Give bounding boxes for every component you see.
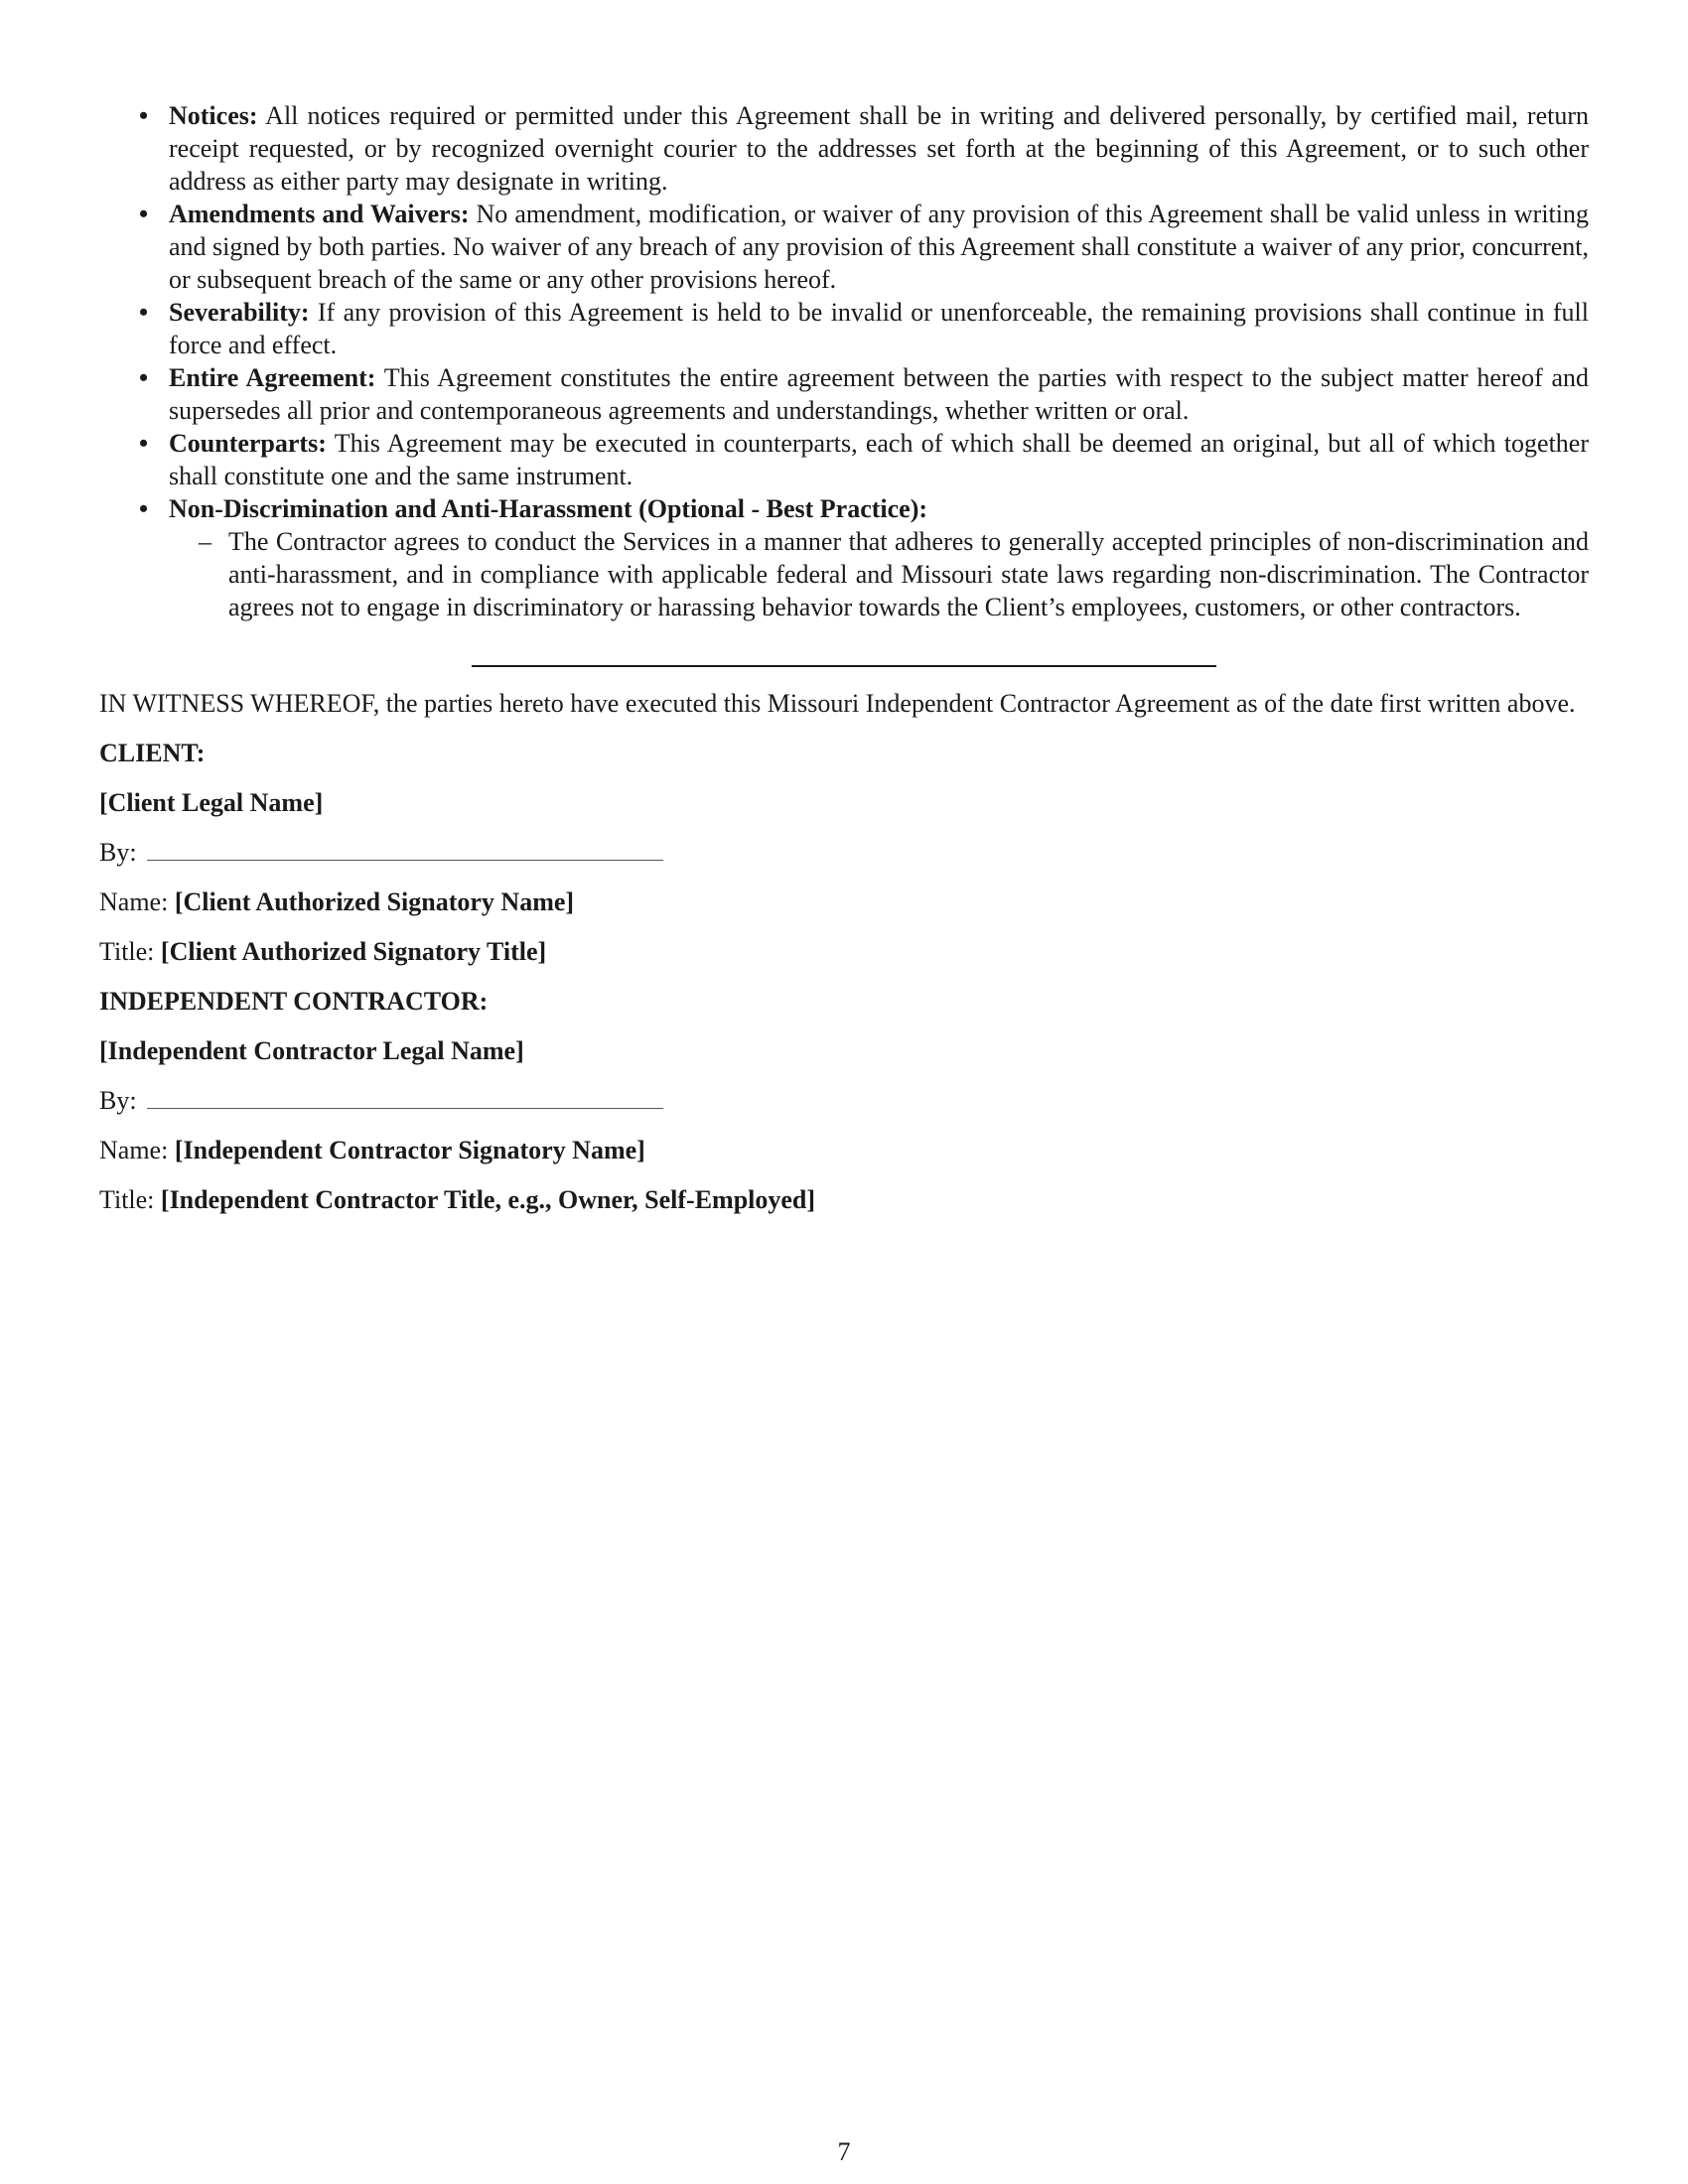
provision-term: Counterparts: bbox=[169, 429, 327, 458]
client-signature-blank[interactable] bbox=[147, 859, 663, 861]
document-page bbox=[99, 99, 1589, 1216]
client-title-line bbox=[99, 935, 1589, 968]
witness-clause: IN WITNESS WHEREOF, the parties hereto have executed this Missouri Independent Contractor Agreement as of the date first written above. bbox=[99, 689, 1576, 718]
bullet-icon: • bbox=[139, 298, 149, 327]
client-signature-line bbox=[99, 836, 1589, 869]
contractor-title-line bbox=[99, 1183, 1589, 1216]
contractor-by-label: By: bbox=[99, 1086, 137, 1115]
contractor-legal-name: [Independent Contractor Legal Name] bbox=[99, 1036, 524, 1065]
contractor-title-label: Title: bbox=[99, 1185, 155, 1214]
provision-text: This Agreement may be executed in counterparts, each of which shall be deemed an original, but all of which together shall constitute one and the same instrument. bbox=[169, 429, 1590, 490]
provision-term: Notices: bbox=[169, 101, 258, 130]
contractor-signature-blank[interactable] bbox=[147, 1107, 663, 1109]
contractor-name-value: [Independent Contractor Signatory Name] bbox=[174, 1136, 645, 1164]
client-name-label: Name: bbox=[99, 887, 169, 916]
list-item-entire-agreement bbox=[99, 361, 1589, 427]
contractor-heading: INDEPENDENT CONTRACTOR: bbox=[99, 987, 489, 1016]
provision-text: This Agreement constitutes the entire agreement between the parties with respect to the subject matter hereof and supersedes all prior and contemporaneous agreements and understandings, whether written or oral. bbox=[169, 363, 1590, 425]
list-item-amendments bbox=[99, 198, 1589, 296]
provision-text: All notices required or permitted under this Agreement shall be in writing and delivered personally, by certified mail, return receipt requested, or by recognized overnight courier to the addresses set forth at the beginning of this Agreement, or to such other address as either party may designate in writing. bbox=[169, 101, 1589, 196]
provision-term: Entire Agreement: bbox=[169, 363, 376, 392]
sub-list-item bbox=[169, 525, 1589, 623]
provisions-list bbox=[99, 99, 1589, 623]
horizontal-rule bbox=[472, 665, 1216, 667]
provision-term: Severability: bbox=[169, 298, 310, 327]
provision-term: Amendments and Waivers: bbox=[169, 200, 470, 228]
provision-term: Non-Discrimination and Anti-Harassment (Optional - Best Practice): bbox=[169, 494, 928, 523]
list-item-non-discrimination bbox=[99, 492, 1589, 623]
provision-text: If any provision of this Agreement is held to be invalid or unenforceable, the remaining provisions shall continue in full force and effect. bbox=[169, 298, 1590, 359]
contractor-name-label: Name: bbox=[99, 1136, 169, 1164]
bullet-icon: • bbox=[139, 200, 149, 228]
client-name-value: [Client Authorized Signatory Name] bbox=[174, 887, 575, 916]
list-item-notices bbox=[99, 99, 1589, 198]
sub-item-text: The Contractor agrees to conduct the Services in a manner that adheres to generally accepted principles of non-discrimination and anti-harassment, and in compliance with applicable federal and Missouri state laws regarding non-discrimination. The Contractor agrees not to engage in discriminatory or harassing behavior towards the Client’s employees, customers, or other contractors. bbox=[228, 527, 1589, 621]
client-name-line bbox=[99, 886, 1589, 918]
bullet-icon: • bbox=[139, 429, 149, 458]
client-title-label: Title: bbox=[99, 937, 155, 966]
contractor-signature-line bbox=[99, 1084, 1589, 1117]
client-legal-name: [Client Legal Name] bbox=[99, 788, 324, 817]
list-item-severability bbox=[99, 296, 1589, 361]
sub-list bbox=[169, 525, 1589, 623]
bullet-icon: • bbox=[139, 101, 149, 130]
bullet-icon: • bbox=[139, 363, 149, 392]
client-title-value: [Client Authorized Signatory Title] bbox=[160, 937, 547, 966]
bullet-icon: • bbox=[139, 494, 149, 523]
client-heading: CLIENT: bbox=[99, 739, 206, 767]
client-by-label: By: bbox=[99, 838, 137, 867]
contractor-title-value: [Independent Contractor Title, e.g., Owner, Self-Employed] bbox=[160, 1185, 816, 1214]
contractor-name-line bbox=[99, 1134, 1589, 1166]
list-item-counterparts bbox=[99, 427, 1589, 492]
provision-text: No amendment, modification, or waiver of any provision of this Agreement shall be valid unless in writing and signed by both parties. No waiver of any breach of any provision of this Agreement shall constitute a waiver of any prior, concurrent, or subsequent breach of the same or any other provisions hereof. bbox=[169, 200, 1589, 294]
page-number: 7 bbox=[837, 2137, 851, 2166]
dash-icon: – bbox=[199, 527, 211, 556]
